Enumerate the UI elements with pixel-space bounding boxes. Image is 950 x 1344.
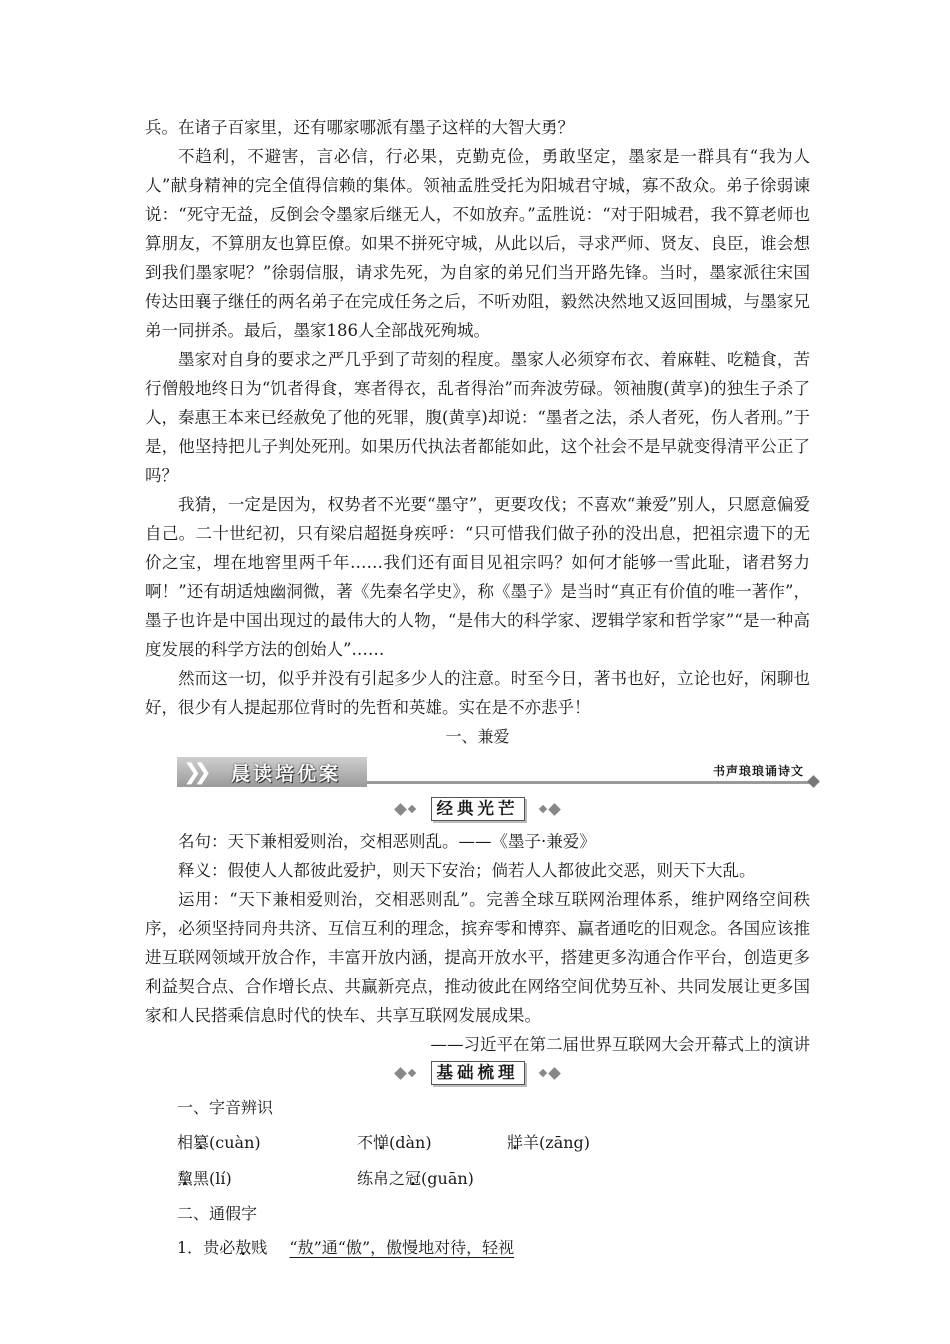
famous-quote: 名句：天下兼相爱则治，交相恶则乱。——《墨子·兼爱》: [178, 832, 596, 851]
interpretation: 释义：假使人人都彼此爱护，则天下安治；倘若人人都彼此交恶，则天下大乱。: [178, 861, 756, 880]
word-row: [177, 1125, 810, 1161]
double-chevron-icon: ❯❯: [183, 760, 204, 785]
diamond-icon: [548, 803, 561, 816]
item-answer: “敖”通“傲”，傲慢地对待，轻视: [289, 1238, 515, 1257]
paragraph: 不趋利，不避害，言必信，行必果，克勤克俭，勇敢坚定，墨家是一群具有“我为人人”献身精神的完全值得信赖的集体。领袖孟胜受托为阳城君守城，寡不敌众。弟子徐弱谏说：“死守无益，反倒会令墨家后继无人，不如放弃。”孟胜说：“对于阳城君，我不算老师也算朋友，不算朋友也算臣僚。如果不拼死守城，从此以后，寻求严师、贤友、良臣，谁会想到我们墨家呢？”徐弱信服，请求先死，为自家的弟兄们当开路先锋。当时，墨家派往宋国传达田襄子继任的两名弟子在完成任务之后，不听劝阻，毅然决然地又返回围城，与墨家兄弟一同拼杀。最后，墨家186人全部战死殉城。: [145, 147, 810, 340]
item-number: 1．: [177, 1238, 204, 1257]
diamond-icon: [408, 1069, 416, 1077]
banner-rule: [367, 781, 810, 784]
diamond-icon: [538, 805, 546, 813]
diamond-icon: [395, 803, 408, 816]
paragraph: 墨家对自身的要求之严几乎到了苛刻的程度。墨家人必须穿布衣、着麻鞋、吃糙食，苦行僧般地终日为“饥者得食，寒者得衣，乱者得治”而奔波劳碌。领袖腹(黄享)的独生子杀了人，秦惠王本来已经赦免了他的死罪，腹(黄享)却说：“墨者之法，杀人者死，伤人者刑。”于是，他坚持把儿子判处死刑。如果历代执法者都能如此，这个社会不是早就变得清平公正了吗？: [145, 350, 810, 485]
section-heading: [145, 797, 810, 823]
word-pinyin: (cuàn): [209, 1133, 261, 1152]
chapter-title: 一、兼爱: [445, 727, 510, 746]
section-title: 经典光芒: [431, 797, 525, 821]
word-prefix: 相: [177, 1133, 194, 1152]
word-item: [177, 1125, 357, 1161]
word-item: [177, 1161, 357, 1197]
paragraph: 我猜，一定是因为，权势者不光要“墨守”，更要攻伐；不喜欢“兼爱”别人，只愿意偏爱自己。二十世纪初，只有梁启超挺身疾呼：“只可惜我们做子孙的没出息，把祖宗遗下的无价之宝，埋在地窖里两千年……我们还有面目见祖宗吗？如何才能够一雪此耻，诸君努力啊！”还有胡适烛幽洞微，著《先秦名学史》，称《墨子》是当时“真正有价值的唯一著作”，墨子也许是中国出现过的最伟大的人物，“是伟大的科学家、逻辑学家和哲学家”“是一种高度发展的科学方法的创始人”……: [145, 495, 810, 659]
word-row: [177, 1161, 810, 1197]
tongjia-item: [177, 1231, 810, 1265]
word-prefix: 练帛之: [357, 1169, 406, 1188]
dotted-char: 惮: [373, 1133, 390, 1152]
page-content: [145, 113, 810, 1265]
dotted-char: 黧: [177, 1169, 194, 1188]
banner-tag: 书声琅琅诵诗文: [712, 764, 804, 778]
dotted-char: 牂: [507, 1133, 524, 1152]
word-item: [357, 1125, 507, 1161]
diamond-icon: [538, 1069, 546, 1077]
section-heading: [145, 1061, 810, 1087]
quote-source: ——习近平在第二届世界互联网大会开幕式上的演讲: [430, 1035, 810, 1054]
word-pinyin: (guān): [421, 1169, 474, 1188]
item-text: 贱: [251, 1238, 268, 1257]
word-item: [507, 1125, 590, 1161]
subheading: 二、通假字: [177, 1204, 258, 1223]
dotted-char: 篡: [193, 1133, 210, 1152]
item-text: 贵必: [203, 1238, 236, 1257]
diamond-icon: [548, 1067, 561, 1080]
section-title: 基础梳理: [431, 1061, 525, 1085]
subheading: 一、字音辨识: [177, 1098, 274, 1117]
dotted-char: 敖: [235, 1238, 252, 1257]
diamond-icon: [395, 1067, 408, 1080]
paragraph: 然而这一切，似乎并没有引起多少人的注意。时至今日，著书也好，立论也好，闲聊也好，很少有人提起那位背时的先哲和英雄。实在是不亦悲乎！: [145, 669, 810, 717]
word-item: [357, 1161, 474, 1197]
word-pinyin: 黑(lí): [193, 1169, 232, 1188]
application: 运用：“天下兼相爱则治，交相恶则乱”。完善全球互联网治理体系，维护网络空间秩序，必须坚持同舟共济、互信互利的理念，摈弃零和博弈、赢者通吃的旧观念。各国应该推进互联网领域开放合作，丰富开放内涵，提高开放水平，搭建更多沟通合作平台，创造更多利益契合点、合作增长点、共赢新亮点，推动彼此在网络空间优势互补、共同发展让更多国家和人民搭乘信息时代的快车、共享互联网发展成果。: [145, 890, 810, 1025]
dotted-char: 冠: [405, 1169, 422, 1188]
paragraph: 兵。在诸子百家里，还有哪家哪派有墨子这样的大智大勇？: [145, 118, 574, 137]
banner-title: 晨读培优案: [231, 763, 342, 785]
diamond-icon: [408, 805, 416, 813]
section-banner: [177, 757, 810, 787]
diamond-icon: [807, 775, 820, 788]
word-pinyin: (dàn): [389, 1133, 432, 1152]
word-pinyin: 羊(zāng): [523, 1133, 591, 1152]
word-prefix: 不: [357, 1133, 374, 1152]
